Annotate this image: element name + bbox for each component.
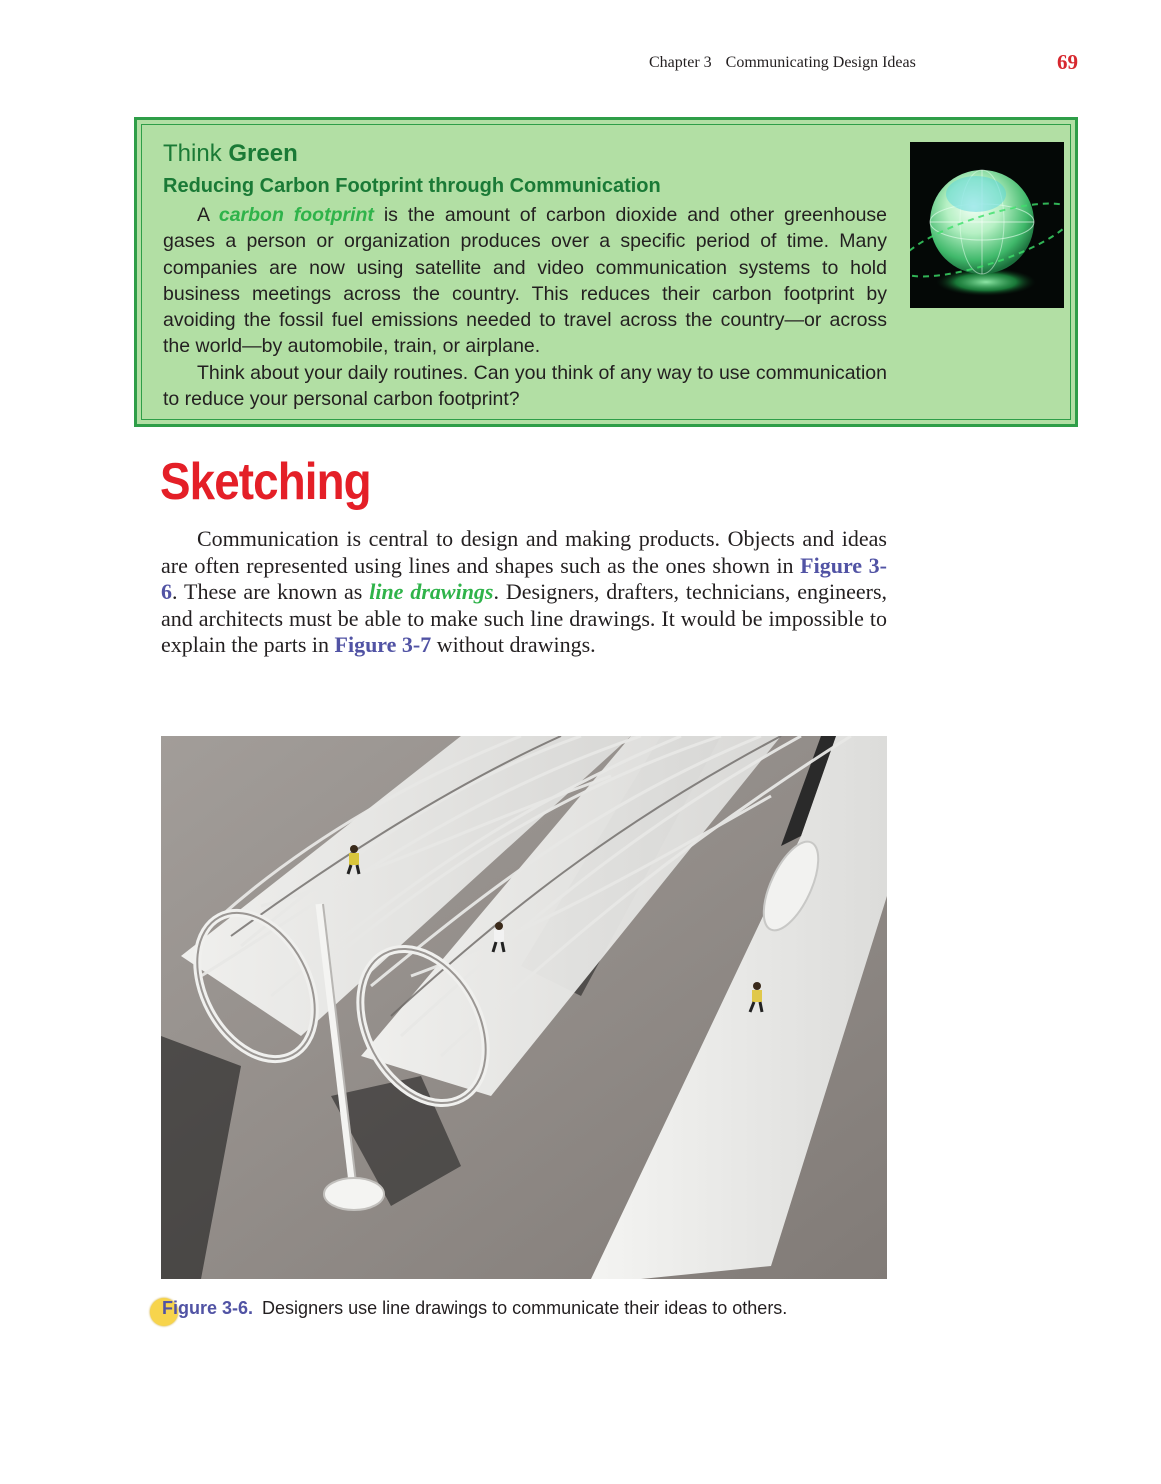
title-prefix: Think: [163, 140, 222, 167]
body-text-4: without drawings.: [436, 632, 596, 657]
think-green-subtitle: Reducing Carbon Footprint through Communication: [163, 175, 661, 197]
think-green-box: [134, 117, 1078, 427]
body-paragraph: [161, 526, 887, 659]
line-drawings-term: line drawings: [369, 579, 494, 604]
page-number: 69: [1057, 50, 1078, 74]
body-text-3: . Designers, drafters, technicians, engineers, and architects must be able to make such line drawings. It would be impossible to explain the parts in: [161, 579, 888, 657]
think-green-paragraph-2: Think about your daily routines. Can you think of any way to use communication to reduce your personal carbon footprint?: [163, 361, 887, 411]
think-green-title: [163, 140, 298, 168]
para1-start: A: [197, 204, 209, 226]
para1-rest: is the amount of carbon dioxide and other greenhouse gases a person or organization produces over a specific period of time. Many companies are now using satellite and video communication systems to hold business meetings across the country. This reduces their carbon footprint by avoiding the fossil fuel emissions needed to travel across the country—or across the world—by automobile, train, or airplane.: [163, 204, 888, 358]
think-green-paragraph-1: [163, 202, 887, 360]
body-text-1: Communication is central to design and making products. Objects and ideas are often represented using lines and shapes such as the ones shown in: [161, 526, 887, 578]
title-bold: Green: [228, 140, 298, 167]
glowing-globe-icon: [910, 142, 1064, 308]
figure-reference-3-6[interactable]: Figure 3-6: [161, 552, 887, 604]
chapter-title: Communicating Design Ideas: [725, 54, 916, 71]
chapter-number: Chapter 3: [649, 54, 712, 71]
figure-reference-3-7[interactable]: Figure 3-7: [334, 632, 432, 657]
figure-3-6-image: [161, 736, 887, 1279]
caption-text: Designers use line drawings to communicate their ideas to others.: [262, 1298, 788, 1318]
caption-label: Figure 3-6.: [162, 1298, 254, 1318]
carbon-footprint-term: carbon footprint: [218, 204, 374, 226]
figure-caption: [150, 1298, 787, 1319]
section-title: Sketching: [160, 453, 371, 511]
running-head: [649, 54, 916, 72]
body-text-2: . These are known as: [172, 579, 363, 604]
think-green-text: [163, 202, 887, 412]
